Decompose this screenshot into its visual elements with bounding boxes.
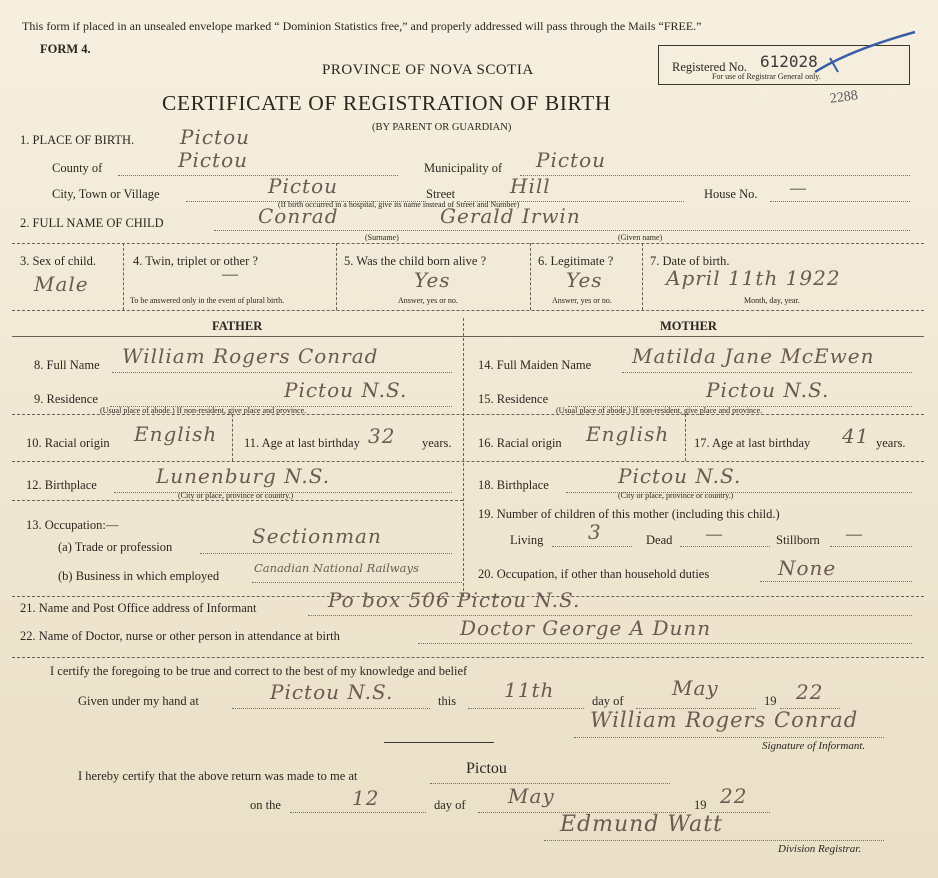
living-label: Living: [510, 533, 544, 547]
father-racial-label: 10. Racial origin: [26, 436, 110, 450]
registered-label: Registered No.: [672, 60, 747, 74]
registrar-day-value: 12: [352, 786, 380, 810]
alive-value: Yes: [414, 268, 451, 292]
sex-label: 3. Sex of child.: [20, 254, 97, 268]
mother-years-label: years.: [876, 436, 906, 450]
certify-year-value: 22: [796, 680, 824, 704]
mother-birthplace-note: (City or place, province or country.): [618, 491, 734, 500]
surname-caption: (Surname): [365, 233, 399, 242]
county-label: County of: [52, 161, 103, 175]
given-place-value: Pictou N.S.: [270, 680, 394, 704]
informant-signature: William Rogers Conrad: [590, 708, 859, 732]
date-of-birth-note: Month, day, year.: [744, 296, 800, 305]
father-heading: FATHER: [212, 319, 263, 333]
informant-signature-caption: Signature of Informant.: [762, 740, 866, 752]
dead-value: —: [706, 526, 722, 543]
stillborn-label: Stillborn: [776, 533, 820, 547]
certify-statement: I certify the foregoing to be true and correct to the best of my knowledge and belief: [50, 664, 468, 678]
father-business-value: Canadian National Railways: [254, 561, 419, 575]
mother-racial-label: 16. Racial origin: [478, 436, 562, 450]
father-name-value: William Rogers Conrad: [122, 344, 379, 368]
registrar-year-value: 22: [720, 784, 748, 808]
legitimate-note: Answer, yes or no.: [552, 296, 612, 305]
given-under-label: Given under my hand at: [78, 694, 199, 708]
father-trade-value: Sectionman: [252, 524, 382, 548]
city-value: Pictou: [268, 174, 339, 198]
registrar-note: For use of Registrar General only.: [712, 72, 821, 81]
doctor-label: 22. Name of Doctor, nurse or other person in attendance at birth: [20, 629, 340, 643]
municipality-value: Pictou: [536, 148, 607, 172]
father-birthplace-label: 12. Birthplace: [26, 478, 97, 492]
sex-value: Male: [34, 272, 89, 296]
father-residence-note: (Usual place of abode.) If non-resident, give place and province.: [100, 406, 307, 415]
form-number: FORM 4.: [40, 42, 91, 56]
registrar-signature: Edmund Watt: [560, 812, 723, 837]
check-mark-icon: [810, 28, 920, 78]
legitimate-value: Yes: [566, 268, 603, 292]
father-birthplace-note: (City or place, province or country.): [178, 491, 294, 500]
postal-notice: This form if placed in an unsealed envelope marked “ Dominion Statistics free,” and properly addressed will pass through the Mails “FREE.”: [22, 19, 702, 33]
mother-residence-note: (Usual place of abode.) If non-resident, give place and province.: [556, 406, 763, 415]
street-label: Street: [426, 187, 456, 201]
mother-birthplace-value: Pictou N.S.: [618, 464, 742, 488]
doctor-value: Doctor George A Dunn: [460, 616, 712, 640]
registrar-on-label: on the: [250, 798, 281, 812]
given-caption: (Given name): [618, 233, 663, 242]
division-registrar-caption: Division Registrar.: [778, 843, 862, 855]
page-subtitle: (BY PARENT OR GUARDIAN): [372, 122, 512, 133]
child-given-value: Gerald Irwin: [440, 204, 581, 228]
registrar-day-of-label: day of: [434, 798, 466, 812]
father-years-label: years.: [422, 436, 452, 450]
registrar-place-value: Pictou: [466, 760, 507, 777]
living-value: 3: [588, 520, 602, 544]
mother-age-value: 41: [842, 424, 870, 448]
municipality-label: Municipality of: [424, 161, 503, 175]
certify-month-value: May: [672, 676, 719, 700]
mother-residence-value: Pictou N.S.: [706, 378, 830, 402]
twin-value: —: [222, 266, 238, 283]
registered-number: 612028: [760, 52, 818, 71]
twin-note: To be answered only in the event of plural birth.: [130, 296, 285, 305]
house-label: House No.: [704, 187, 758, 201]
registrar-year-prefix: 19: [694, 798, 707, 812]
registrar-month-value: May: [508, 784, 555, 808]
father-age-value: 32: [368, 424, 396, 448]
father-business-label: (b) Business in which employed: [58, 569, 220, 583]
child-surname-value: Conrad: [258, 204, 339, 228]
mother-name-label: 14. Full Maiden Name: [478, 358, 592, 372]
mother-occupation-label: 20. Occupation, if other than household duties: [478, 567, 710, 581]
hospital-note: (If birth occurred in a hospital, give its name instead of Street and Number): [278, 200, 520, 209]
corner-mark: 2288: [829, 88, 859, 107]
certify-day-value: 11th: [504, 678, 555, 702]
mother-racial-value: English: [586, 422, 670, 446]
father-residence-label: 9. Residence: [34, 392, 98, 406]
alive-label: 5. Was the child born alive ?: [344, 254, 487, 268]
house-value: —: [790, 180, 806, 197]
father-racial-value: English: [134, 422, 218, 446]
page-title: CERTIFICATE OF REGISTRATION OF BIRTH: [162, 91, 612, 115]
alive-note: Answer, yes or no.: [398, 296, 458, 305]
this-label: this: [438, 694, 457, 708]
registrar-statement: I hereby certify that the above return was made to me at: [78, 769, 358, 783]
certify-year-prefix: 19: [764, 694, 777, 708]
mother-birthplace-label: 18. Birthplace: [478, 478, 549, 492]
date-of-birth-label: 7. Date of birth.: [650, 254, 730, 268]
informant-label: 21. Name and Post Office address of Informant: [20, 601, 257, 615]
legitimate-label: 6. Legitimate ?: [538, 254, 614, 268]
informant-value: Po box 506 Pictou N.S.: [328, 588, 581, 612]
certify-day-of-label: day of: [592, 694, 624, 708]
child-name-label: 2. FULL NAME OF CHILD: [20, 216, 164, 230]
father-age-label: 11. Age at last birthday: [244, 436, 360, 450]
city-label: City, Town or Village: [52, 187, 160, 201]
date-of-birth-value: April 11th 1922: [666, 266, 841, 290]
dead-label: Dead: [646, 533, 673, 547]
mother-children-label: 19. Number of children of this mother (including this child.): [478, 507, 780, 521]
father-trade-label: (a) Trade or profession: [58, 540, 173, 554]
father-residence-value: Pictou N.S.: [284, 378, 408, 402]
father-name-label: 8. Full Name: [34, 358, 100, 372]
mother-residence-label: 15. Residence: [478, 392, 549, 406]
mother-name-value: Matilda Jane McEwen: [632, 344, 875, 368]
stillborn-value: —: [846, 526, 862, 543]
place-of-birth-value: Pictou: [180, 125, 251, 149]
twin-label: 4. Twin, triplet or other ?: [133, 254, 258, 268]
father-birthplace-value: Lunenburg N.S.: [156, 464, 331, 488]
mother-heading: MOTHER: [660, 319, 717, 333]
mother-age-label: 17. Age at last birthday: [694, 436, 811, 450]
place-of-birth-label: 1. PLACE OF BIRTH.: [20, 133, 135, 147]
county-value: Pictou: [178, 148, 249, 172]
mother-occupation-value: None: [778, 556, 837, 580]
divider-rule: [384, 742, 494, 743]
street-value: Hill: [510, 174, 551, 198]
father-occupation-label: 13. Occupation:—: [26, 518, 119, 532]
province-heading: PROVINCE OF NOVA SCOTIA: [322, 62, 534, 78]
